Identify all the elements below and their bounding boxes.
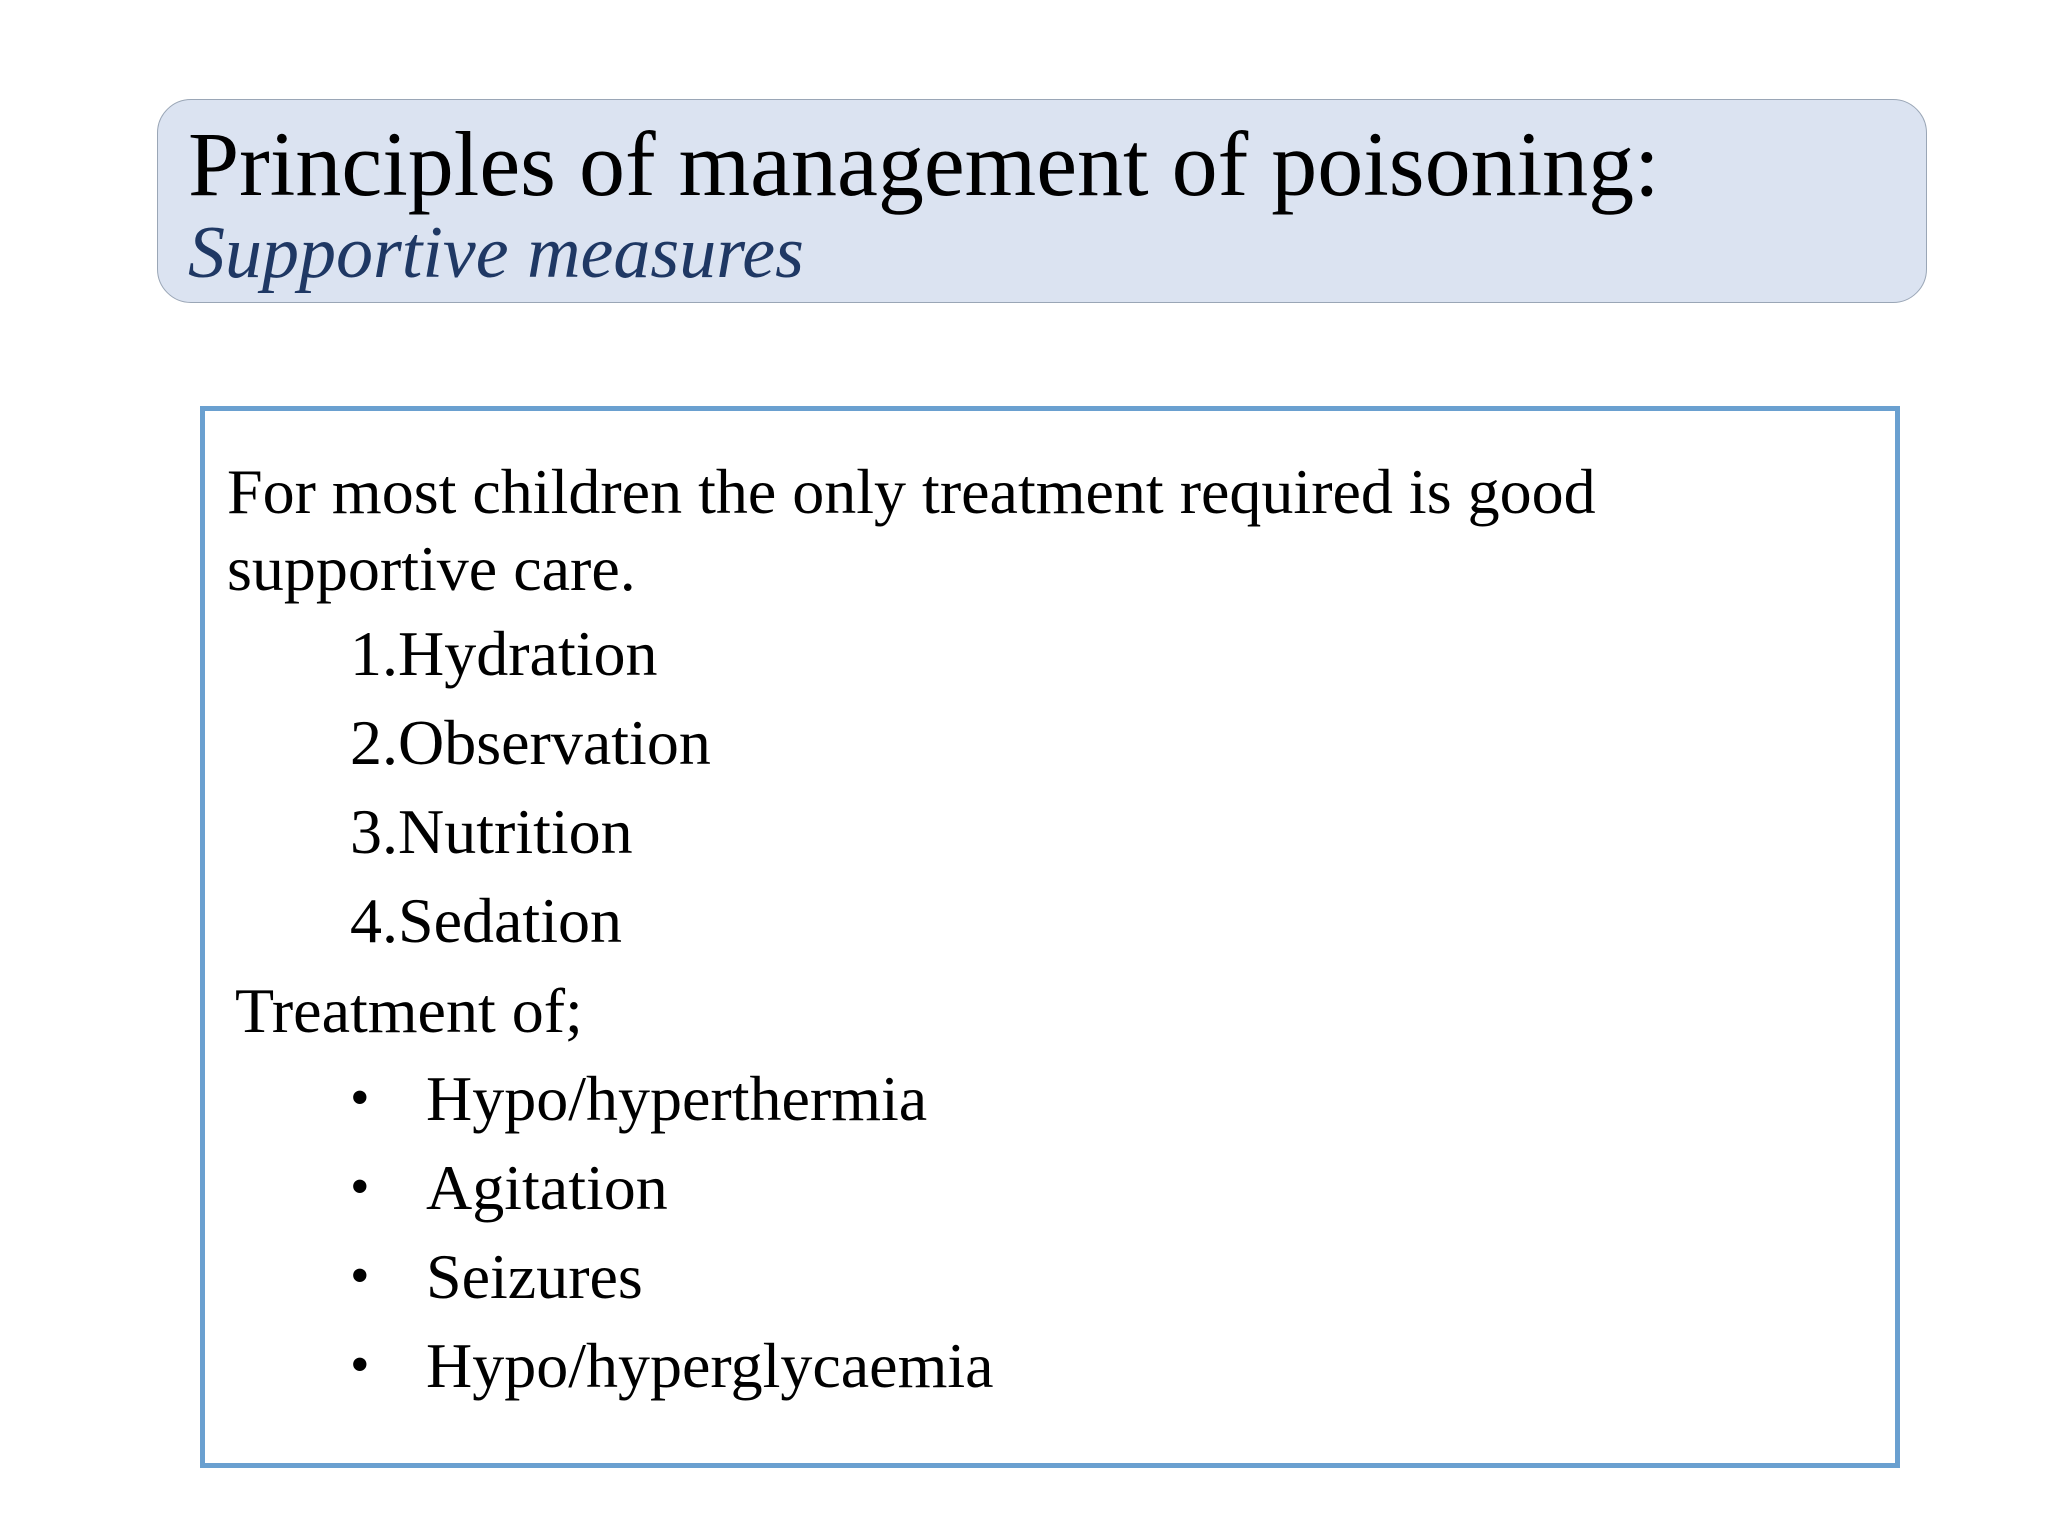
bullet-text: Seizures [426,1241,643,1312]
bullet-item [350,1232,994,1321]
bullet-icon: • [350,1156,370,1218]
bullet-icon: • [350,1245,370,1307]
step-item: 1.Hydration [350,618,658,689]
treatment-label: Treatment of; [235,975,583,1046]
bullet-item [350,1054,994,1143]
treatment-bullet-list [350,1054,994,1410]
step-item: 2.Observation [350,707,711,778]
bullet-text: Agitation [426,1152,668,1223]
bullet-text: Hypo/hyperglycaemia [426,1330,994,1401]
title-banner [157,99,1927,303]
slide-subtitle: Supportive measures [188,212,804,294]
bullet-icon: • [350,1334,370,1396]
bullet-icon: • [350,1067,370,1129]
slide-title: Principles of management of poisoning: [188,113,1660,215]
bullet-text: Hypo/hyperthermia [426,1063,928,1134]
bullet-item [350,1143,994,1232]
intro-text: For most children the only treatment required is good supportive care. [227,456,1596,604]
step-item: 4.Sedation [350,885,622,956]
step-item: 3.Nutrition [350,796,633,867]
bullet-item [350,1321,994,1410]
content-panel [200,406,1900,1468]
numbered-steps-list [350,609,711,965]
